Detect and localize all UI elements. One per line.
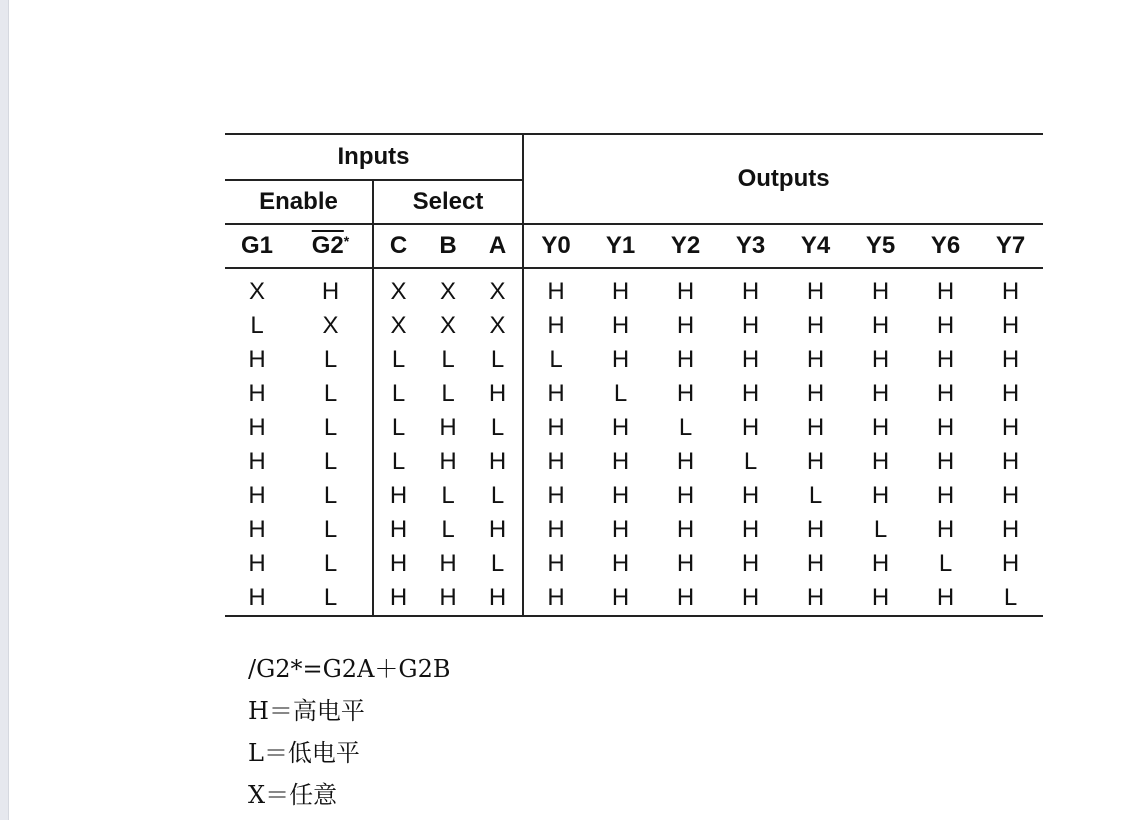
enable-header: Enable	[225, 180, 373, 224]
decoder-truth-table	[225, 133, 1043, 617]
table-cell: H	[741, 482, 760, 509]
table-cell: H	[741, 380, 760, 407]
table-cell: H	[389, 584, 408, 611]
table-cell: L	[289, 513, 373, 547]
g2-overline-label: G2	[311, 232, 344, 259]
table-cell: H	[741, 278, 760, 305]
table-cell: L	[289, 581, 373, 616]
table-cell: H	[676, 312, 695, 339]
table-cell: L	[391, 346, 406, 373]
table-cell: L	[441, 380, 455, 407]
table-cell: H	[741, 312, 760, 339]
note-l-definition: L＝低电平	[248, 739, 360, 767]
table-cell: H	[611, 584, 630, 611]
note-h-definition: H＝高电平	[248, 697, 365, 725]
table-cell: H	[806, 346, 825, 373]
table-cell: H	[936, 414, 955, 441]
inputs-header: Inputs	[225, 134, 523, 180]
table-cell: L	[441, 516, 455, 543]
col-header-y0: Y0	[523, 224, 588, 268]
table-cell: H	[871, 278, 890, 305]
table-cell: H	[389, 482, 408, 509]
table-cell: H	[1001, 346, 1020, 373]
table-cell: H	[248, 482, 266, 509]
table-row	[225, 411, 1043, 445]
table-cell: H	[871, 482, 890, 509]
table-cell: L	[743, 448, 758, 475]
g2-star-mark: *	[343, 233, 350, 249]
table-cell: H	[389, 516, 408, 543]
table-cell: H	[248, 448, 266, 475]
table-cell: L	[289, 479, 373, 513]
table-cell: H	[806, 380, 825, 407]
table-cell: L	[391, 380, 406, 407]
table-cell: L	[473, 411, 523, 445]
select-header: Select	[373, 180, 523, 224]
table-cell: H	[547, 482, 565, 509]
table-cell: H	[741, 346, 760, 373]
notes-block	[248, 648, 451, 816]
table-cell: X	[248, 278, 265, 305]
table-cell: H	[871, 312, 890, 339]
table-cell: H	[871, 414, 890, 441]
table-row	[225, 343, 1043, 377]
table-cell: H	[871, 380, 890, 407]
note-x-definition: X＝任意	[248, 781, 338, 809]
table-cell: H	[547, 312, 565, 339]
table-cell: H	[547, 380, 565, 407]
table-cell: H	[806, 414, 825, 441]
table-cell: H	[676, 346, 695, 373]
table-cell: L	[808, 482, 823, 509]
table-cell: H	[676, 550, 695, 577]
table-cell: H	[741, 550, 760, 577]
col-header-y2: Y2	[653, 224, 718, 268]
table-cell: X	[439, 312, 456, 339]
table-cell: H	[936, 516, 955, 543]
table-cell: L	[289, 411, 373, 445]
table-cell: H	[248, 584, 266, 611]
table-cell: L	[873, 516, 888, 543]
table-cell: L	[391, 414, 406, 441]
table-cell: H	[439, 448, 457, 475]
table-cell: H	[936, 278, 955, 305]
table-cell: X	[473, 309, 523, 343]
table-cell: H	[676, 380, 695, 407]
table-cell: H	[547, 414, 565, 441]
table-cell: H	[439, 584, 457, 611]
table-cell: H	[1001, 380, 1020, 407]
table-cell: L	[613, 380, 628, 407]
table-cell: L	[289, 445, 373, 479]
col-header-g1: G1	[225, 224, 289, 268]
col-header-y7: Y7	[978, 224, 1043, 268]
col-header-y6: Y6	[913, 224, 978, 268]
table-cell: H	[741, 516, 760, 543]
table-cell: H	[1001, 516, 1020, 543]
table-row	[225, 513, 1043, 547]
outputs-header: Outputs	[523, 134, 1043, 224]
table-cell: H	[936, 584, 955, 611]
table-cell: H	[1001, 278, 1020, 305]
table-cell: L	[678, 414, 693, 441]
table-cell: H	[871, 448, 890, 475]
table-cell: L	[473, 547, 523, 581]
table-row	[225, 377, 1043, 411]
table-cell: L	[938, 550, 953, 577]
col-header-y1: Y1	[588, 224, 653, 268]
table-cell: H	[1001, 414, 1020, 441]
table-cell: H	[936, 346, 955, 373]
col-header-g2	[289, 224, 373, 268]
table-cell: H	[1001, 482, 1020, 509]
table-cell: H	[871, 346, 890, 373]
table-cell: H	[473, 445, 523, 479]
table-cell: H	[1001, 448, 1020, 475]
page-left-edge	[0, 0, 9, 820]
table-cell: H	[547, 448, 565, 475]
table-cell: H	[248, 550, 266, 577]
table-cell: X	[390, 312, 407, 339]
table-cell: X	[289, 309, 373, 343]
table-cell: H	[611, 516, 630, 543]
table-cell: H	[611, 448, 630, 475]
table-cell: H	[806, 584, 825, 611]
col-header-b: B	[423, 224, 473, 268]
table-cell: L	[549, 346, 563, 373]
table-cell: L	[473, 343, 523, 377]
table-cell: H	[871, 550, 890, 577]
table-cell: H	[439, 550, 457, 577]
table-cell: H	[248, 414, 266, 441]
table-cell: H	[473, 513, 523, 547]
table-cell: L	[391, 448, 406, 475]
col-header-c: C	[373, 224, 423, 268]
table-cell: X	[473, 268, 523, 309]
table-cell: H	[473, 581, 523, 616]
table-cell: H	[547, 516, 565, 543]
table-cell: H	[806, 278, 825, 305]
table-cell: H	[611, 482, 630, 509]
table-row	[225, 309, 1043, 343]
table-cell: L	[289, 377, 373, 411]
table-cell: H	[871, 584, 890, 611]
table-row	[225, 445, 1043, 479]
table-cell: H	[676, 278, 695, 305]
table-row	[225, 268, 1043, 309]
table-cell: L	[441, 482, 455, 509]
table-cell: H	[676, 448, 695, 475]
table-cell: H	[676, 516, 695, 543]
table-cell: H	[676, 584, 695, 611]
table-cell: L	[1003, 584, 1018, 611]
table-cell: H	[611, 278, 630, 305]
table-cell: H	[806, 516, 825, 543]
table-cell: H	[1001, 312, 1020, 339]
table-cell: L	[473, 479, 523, 513]
table-cell: H	[741, 584, 760, 611]
table-cell: H	[936, 312, 955, 339]
table-row	[225, 547, 1043, 581]
note-g2-definition: /G2*=G2A＋G2B	[248, 655, 451, 683]
table-cell: H	[936, 448, 955, 475]
table-cell: H	[389, 550, 408, 577]
table-cell: H	[473, 377, 523, 411]
table-cell: H	[248, 380, 266, 407]
table-cell: H	[611, 346, 630, 373]
table-cell: H	[806, 550, 825, 577]
table-cell: H	[289, 268, 373, 309]
table-cell: H	[248, 516, 266, 543]
table-cell: L	[289, 547, 373, 581]
table-cell: H	[439, 414, 457, 441]
table-cell: H	[611, 312, 630, 339]
table-cell: H	[611, 414, 630, 441]
truth-table-body	[225, 268, 1043, 616]
table-cell: L	[250, 312, 264, 339]
table-cell: H	[611, 550, 630, 577]
table-cell: H	[806, 448, 825, 475]
table-cell: H	[936, 380, 955, 407]
table-cell: H	[248, 346, 266, 373]
table-cell: L	[289, 343, 373, 377]
table-cell: H	[547, 584, 565, 611]
table-cell: H	[547, 278, 565, 305]
table-cell: H	[676, 482, 695, 509]
table-row	[225, 581, 1043, 616]
table-cell: H	[547, 550, 565, 577]
table-cell: X	[390, 278, 407, 305]
table-cell: H	[936, 482, 955, 509]
col-header-y4: Y4	[783, 224, 848, 268]
col-header-y5: Y5	[848, 224, 913, 268]
table-cell: X	[439, 278, 456, 305]
col-header-a: A	[473, 224, 523, 268]
table-cell: L	[441, 346, 455, 373]
col-header-y3: Y3	[718, 224, 783, 268]
table-cell: H	[806, 312, 825, 339]
table-cell: H	[1001, 550, 1020, 577]
table-cell: H	[741, 414, 760, 441]
table-row	[225, 479, 1043, 513]
